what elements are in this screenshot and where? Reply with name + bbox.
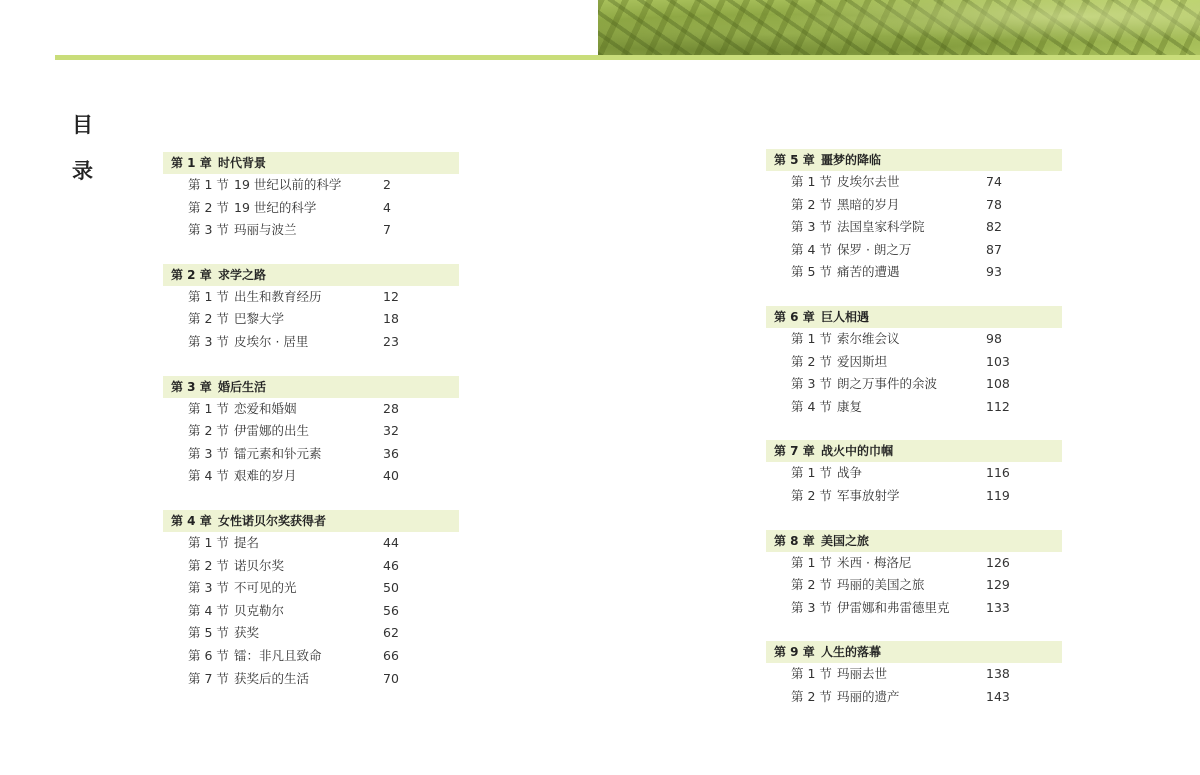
section-entry[interactable] [766,686,1062,709]
page-number: 44 [383,534,399,550]
chapter [766,530,1062,620]
section-title: 玛丽的美国之旅 [837,577,925,593]
section-title: 保罗 · 朗之万 [837,241,912,257]
page-number: 129 [986,577,1010,593]
chapter-title: 巨人相遇 [821,309,870,324]
chapter [766,440,1062,507]
page-number: 126 [986,554,1010,570]
section-entry[interactable] [163,443,459,466]
section-title: 诺贝尔奖 [234,557,285,573]
section-number: 第 7 节 [188,670,229,686]
page-number: 93 [986,264,1002,280]
page-number: 133 [986,599,1010,615]
section-title: 皮埃尔去世 [837,174,900,189]
section-title: 获奖后的生活 [234,670,310,686]
section-number: 第 2 节 [791,353,832,369]
section-number: 第 2 节 [791,196,832,212]
section-entry[interactable] [766,597,1062,620]
section-entry[interactable] [163,219,459,242]
section-title: 索尔维会议 [837,330,900,346]
section-title: 玛丽去世 [837,666,888,682]
section-number: 第 4 节 [791,241,832,257]
section-title: 贝克勒尔 [234,602,285,618]
section-entry[interactable] [766,194,1062,217]
page-number: 12 [383,288,399,304]
section-entry[interactable] [766,351,1062,374]
chapter-heading[interactable] [766,306,1062,328]
section-title: 皮埃尔 · 居里 [234,333,309,349]
chapter-number: 第 7 章 [774,444,815,459]
section-number: 第 2 节 [791,487,832,503]
section-entry[interactable] [766,239,1062,262]
section-number: 第 2 节 [188,423,229,439]
section-entry[interactable] [163,420,459,443]
section-title: 镭元素和钋元素 [234,445,322,461]
toc-title-char: 录 [72,159,93,183]
section-number: 第 3 节 [188,222,229,238]
section-entry[interactable] [766,171,1062,194]
section-entry[interactable] [163,331,459,354]
chapter-title: 人生的落幕 [821,645,882,660]
page-number: 46 [383,557,399,573]
section-number: 第 5 节 [188,625,229,641]
chapter [163,376,459,488]
chapter-heading[interactable] [766,149,1062,171]
section-entry[interactable] [163,555,459,578]
chapter [766,306,1062,418]
toc-right-column [766,149,1062,731]
section-title: 获奖 [234,625,260,641]
section-title: 出生和教育经历 [234,288,322,304]
page-number: 112 [986,398,1010,414]
chapter-number: 第 1 章 [171,156,212,170]
section-entry[interactable] [766,552,1062,575]
section-entry[interactable] [766,574,1062,597]
section-entry[interactable] [766,485,1062,508]
section-number: 第 1 节 [791,666,832,682]
page-number: 74 [986,174,1002,189]
section-title: 19 世纪的科学 [234,199,317,215]
page-number: 62 [383,625,399,641]
section-entry[interactable] [766,462,1062,485]
chapter-number: 第 9 章 [774,645,815,660]
section-number: 第 3 节 [188,445,229,461]
section-entry[interactable] [163,308,459,331]
page-number: 2 [383,177,391,192]
chapter-heading[interactable] [163,152,459,174]
section-entry[interactable] [163,577,459,600]
page-number: 32 [383,423,399,439]
toc-left-column [163,152,459,712]
section-number: 第 2 节 [188,199,229,215]
chapter-heading[interactable] [766,530,1062,552]
section-number: 第 4 节 [188,602,229,618]
chapter [163,152,459,242]
section-number: 第 2 节 [188,557,229,573]
chapter-number: 第 6 章 [774,309,815,324]
section-entry[interactable] [163,668,459,691]
section-entry[interactable] [163,622,459,645]
section-title: 玛丽的遗产 [837,688,900,704]
section-number: 第 1 节 [791,554,832,570]
page-number: 18 [383,311,399,327]
section-entry[interactable] [163,532,459,555]
page-number: 98 [986,330,1002,346]
section-number: 第 1 节 [791,174,832,189]
page-number: 40 [383,468,399,484]
section-title: 军事放射学 [837,487,900,503]
section-number: 第 1 节 [188,400,229,416]
page-number: 119 [986,487,1010,503]
page-number: 103 [986,353,1010,369]
chapter-heading[interactable] [766,440,1062,462]
section-number: 第 1 节 [188,288,229,304]
chapter-title: 求学之路 [218,267,267,282]
chapter-title: 女性诺贝尔奖获得者 [218,513,327,528]
section-number: 第 1 节 [791,465,832,481]
section-number: 第 1 节 [791,330,832,346]
section-title: 艰难的岁月 [234,468,297,484]
section-number: 第 1 节 [188,177,229,192]
page-number: 82 [986,219,1002,235]
header-decorative-image [598,0,1200,56]
section-entry[interactable] [163,645,459,668]
section-number: 第 6 节 [188,647,229,663]
section-number: 第 2 节 [188,311,229,327]
chapter-title: 美国之旅 [821,533,870,548]
section-entry[interactable] [766,663,1062,686]
chapter-heading[interactable] [163,376,459,398]
page-number: 108 [986,376,1010,392]
page-number: 138 [986,666,1010,682]
page-number: 36 [383,445,399,461]
chapter-number: 第 5 章 [774,153,815,167]
section-entry[interactable] [766,396,1062,419]
section-number: 第 5 节 [791,264,832,280]
chapter [766,641,1062,708]
chapter-number: 第 3 章 [171,379,212,394]
page-number: 50 [383,580,399,596]
chapter-title: 时代背景 [218,156,267,170]
toc-title [72,102,102,194]
page-number: 66 [383,647,399,663]
page-number: 87 [986,241,1002,257]
section-entry[interactable] [766,373,1062,396]
section-entry[interactable] [163,600,459,623]
section-number: 第 4 节 [188,468,229,484]
chapter-heading[interactable] [163,264,459,286]
section-title: 19 世纪以前的科学 [234,177,342,192]
section-title: 黑暗的岁月 [837,196,900,212]
section-entry[interactable] [163,286,459,309]
page-number: 23 [383,333,399,349]
section-title: 康复 [837,398,863,414]
section-entry[interactable] [766,216,1062,239]
page-number: 70 [383,670,399,686]
section-number: 第 3 节 [791,599,832,615]
section-title: 不可见的光 [234,580,297,596]
chapter [163,510,459,690]
section-number: 第 3 节 [188,580,229,596]
chapter-number: 第 4 章 [171,513,212,528]
page-number: 4 [383,199,391,215]
section-number: 第 3 节 [791,219,832,235]
chapter-heading[interactable] [766,641,1062,663]
section-title: 玛丽与波兰 [234,222,297,238]
section-title: 伊雷娜的出生 [234,423,310,439]
section-entry[interactable] [766,328,1062,351]
section-number: 第 1 节 [188,534,229,550]
chapter [766,149,1062,284]
section-title: 战争 [837,465,863,481]
section-title: 痛苦的遭遇 [837,264,900,280]
page-number: 78 [986,196,1002,212]
section-title: 提名 [234,534,260,550]
section-entry[interactable] [163,465,459,488]
toc-title-char: 目 [72,113,93,137]
section-title: 镭：非凡且致命 [234,647,322,663]
section-title: 米西 · 梅洛尼 [837,554,912,570]
section-entry[interactable] [163,398,459,421]
chapter-number: 第 2 章 [171,267,212,282]
chapter-title: 婚后生活 [218,379,267,394]
section-entry[interactable] [766,261,1062,284]
section-title: 法国皇家科学院 [837,219,925,235]
section-title: 朗之万事件的余波 [837,376,938,392]
page-number: 56 [383,602,399,618]
section-title: 巴黎大学 [234,311,285,327]
chapter-heading[interactable] [163,510,459,532]
page-number: 116 [986,465,1010,481]
header-band [55,55,1200,60]
section-title: 恋爱和婚姻 [234,400,297,416]
chapter-title: 战火中的巾帼 [821,444,894,459]
chapter-title: 噩梦的降临 [821,153,882,167]
chapter [163,264,459,354]
page-number: 143 [986,688,1010,704]
section-number: 第 4 节 [791,398,832,414]
page-number: 7 [383,222,391,238]
section-entry[interactable] [163,197,459,220]
section-title: 伊雷娜和弗雷德里克 [837,599,950,615]
section-title: 爱因斯坦 [837,353,888,369]
section-number: 第 3 节 [188,333,229,349]
section-number: 第 3 节 [791,376,832,392]
section-number: 第 2 节 [791,577,832,593]
section-number: 第 2 节 [791,688,832,704]
chapter-number: 第 8 章 [774,533,815,548]
section-entry[interactable] [163,174,459,197]
page-number: 28 [383,400,399,416]
